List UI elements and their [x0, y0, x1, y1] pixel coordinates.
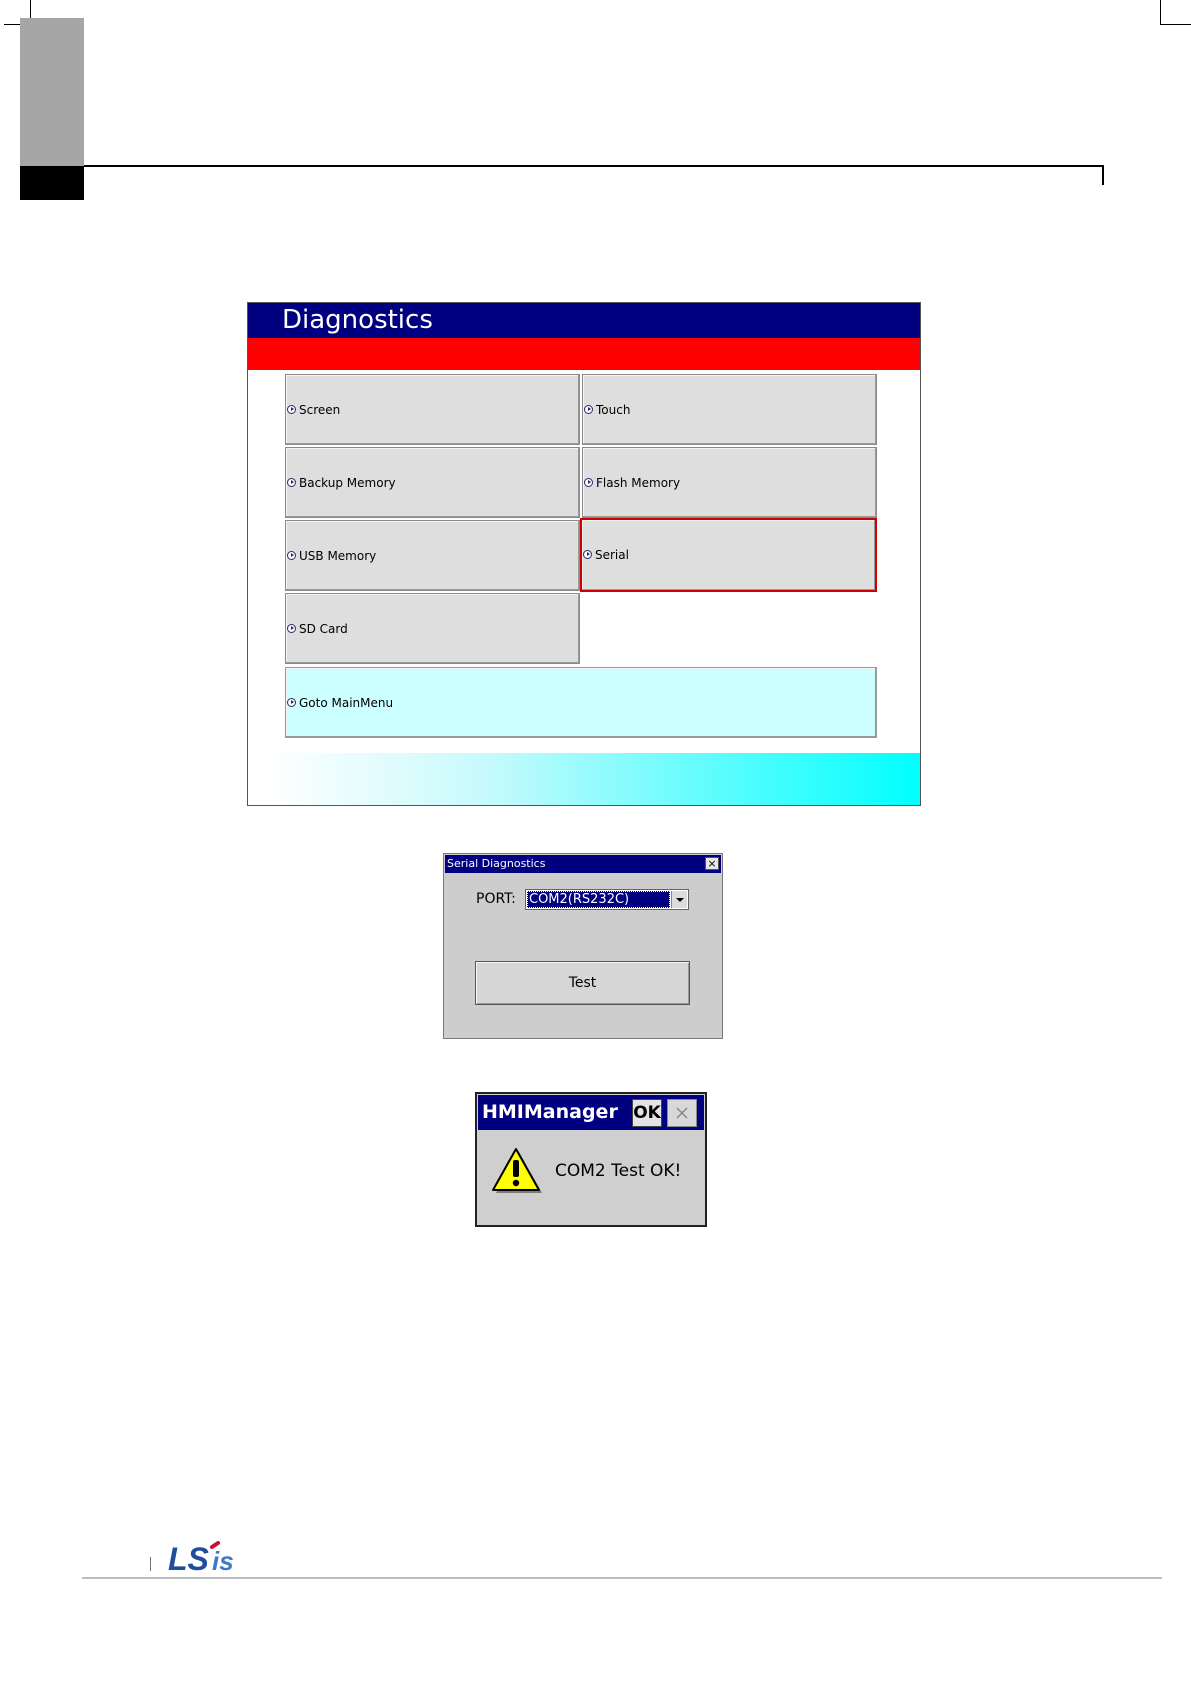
- header-rule: [84, 165, 1104, 167]
- diagnostics-accent-bar: [248, 338, 920, 370]
- message-text: COM2 Test OK!: [555, 1161, 682, 1181]
- diagnostics-screen: [247, 302, 921, 806]
- message-box-title-bar: [478, 1095, 704, 1130]
- arrow-right-icon: [584, 478, 593, 487]
- close-icon[interactable]: [667, 1099, 697, 1127]
- diagnostics-footer-gradient: [248, 753, 920, 805]
- message-box-title: HMIManager: [482, 1101, 618, 1123]
- test-button[interactable]: Test: [475, 961, 690, 1005]
- screen-button-label: Screen: [299, 402, 341, 417]
- diagnostics-title-bar: [248, 303, 920, 338]
- flash-memory-button-label: Flash Memory: [596, 475, 681, 490]
- chapter-tab-marker: [20, 166, 84, 200]
- arrow-right-icon: [287, 624, 296, 633]
- close-icon[interactable]: ×: [705, 857, 719, 870]
- chevron-down-icon[interactable]: [671, 891, 687, 908]
- flash-memory-button[interactable]: [582, 447, 877, 518]
- serial-button[interactable]: [580, 518, 877, 592]
- serial-dialog-title: Serial Diagnostics: [447, 857, 546, 870]
- svg-text:is: is: [212, 1546, 234, 1575]
- serial-dialog-title-bar: [445, 855, 721, 873]
- port-label: PORT:: [476, 891, 516, 907]
- svg-text:LS: LS: [168, 1541, 209, 1575]
- arrow-right-icon: [583, 550, 592, 559]
- sd-card-button[interactable]: [285, 593, 580, 664]
- crop-mark: [1160, 24, 1191, 25]
- goto-mainmenu-button-label: Goto MainMenu: [299, 695, 394, 710]
- footer-rule: [82, 1577, 1162, 1579]
- footer-divider: [150, 1557, 151, 1571]
- arrow-right-icon: [584, 405, 593, 414]
- touch-button[interactable]: [582, 374, 877, 445]
- screen-button[interactable]: [285, 374, 580, 445]
- serial-button-label: Serial: [595, 548, 629, 562]
- backup-memory-button-label: Backup Memory: [299, 475, 396, 490]
- crop-mark: [1160, 0, 1161, 24]
- usb-memory-button-label: USB Memory: [299, 548, 377, 563]
- header-rule-tick: [1102, 165, 1104, 185]
- ok-button[interactable]: OK: [632, 1099, 662, 1127]
- arrow-right-icon: [287, 698, 296, 707]
- backup-memory-button[interactable]: [285, 447, 580, 518]
- arrow-right-icon: [287, 551, 296, 560]
- arrow-right-icon: [287, 405, 296, 414]
- warning-icon: [490, 1144, 542, 1200]
- goto-mainmenu-button[interactable]: [285, 667, 877, 738]
- touch-button-label: Touch: [596, 402, 631, 417]
- serial-diagnostics-dialog: [443, 853, 723, 1039]
- usb-memory-button[interactable]: [285, 520, 580, 591]
- hmimanager-message-box: [475, 1092, 707, 1227]
- port-select[interactable]: [525, 889, 689, 910]
- sd-card-button-label: SD Card: [299, 621, 348, 636]
- port-select-value: COM2(RS232C): [527, 891, 670, 908]
- chapter-tab: [20, 18, 84, 166]
- diagnostics-title: Diagnostics: [282, 305, 433, 335]
- ls-logo: [166, 1541, 262, 1579]
- arrow-right-icon: [287, 478, 296, 487]
